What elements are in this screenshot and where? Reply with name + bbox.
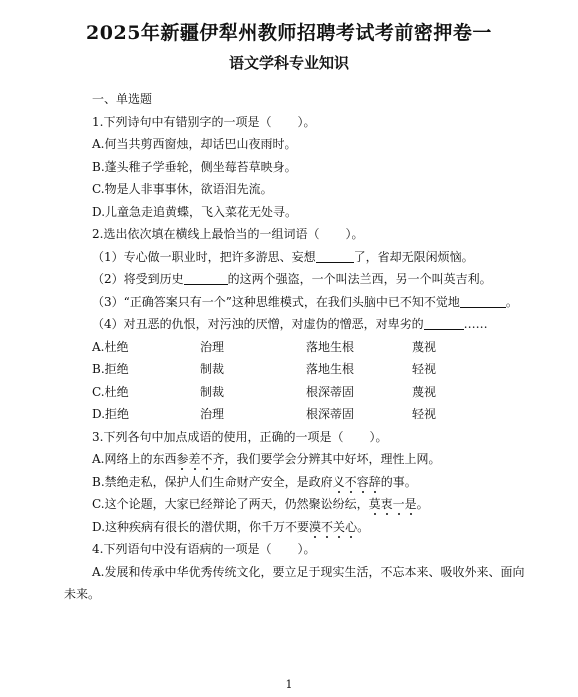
answer-blank bbox=[424, 315, 464, 330]
emphasis-char: 衷 bbox=[380, 497, 393, 511]
section-heading: 一、单选题 bbox=[92, 92, 153, 106]
emphasis-char: 差 bbox=[188, 452, 201, 466]
q1-option-d: D.儿童急走追黄蝶，飞入菜花无处寻。 bbox=[92, 204, 298, 219]
q2-sentence-4: （4）对丑恶的仇恨，对污浊的厌憎，对虚伪的憎恶，对卑劣的 …… bbox=[92, 317, 488, 331]
q3-option-a: A.网络上的东西参差不齐，我们要学会分辨其中好坏，理性上网。 bbox=[92, 452, 441, 466]
emphasis-char: 不 bbox=[321, 519, 334, 534]
q3-option-d: D.这种疾病有很长的潜伏期，你千万不要漠不关心。 bbox=[92, 519, 370, 534]
dotted-idiom bbox=[176, 452, 224, 466]
q2-option-a: A.杜绝 治理 落地生根 蔑视 bbox=[92, 339, 437, 354]
emphasis-char: 容 bbox=[356, 474, 369, 489]
emphasis-char: 参 bbox=[176, 452, 189, 466]
emphasis-char: 是 bbox=[404, 497, 417, 511]
page-title: 2025年新疆伊犁州教师招聘考试考前密押卷一 bbox=[86, 22, 492, 44]
q1-option-a: A.何当共剪西窗烛，却话巴山夜雨时。 bbox=[92, 137, 297, 151]
answer-blank bbox=[460, 293, 506, 308]
dotted-idiom bbox=[333, 475, 381, 489]
q2-sentence-3: （3）“正确答案只有一个”这种思维模式，在我们头脑中已不知不觉地 。 bbox=[92, 294, 518, 309]
q2-option-d: D.拒绝 治理 根深蒂固 轻视 bbox=[92, 407, 437, 421]
emphasis-char: 心 bbox=[345, 519, 358, 534]
q4-option-a-line-2: 未来。 bbox=[64, 587, 101, 601]
q2-option-c: C.杜绝 制裁 根深蒂固 蔑视 bbox=[92, 384, 437, 399]
dotted-idiom bbox=[309, 520, 357, 534]
emphasis-char: 不 bbox=[344, 474, 357, 489]
question-1-stem: 1.下列诗句中有错别字的一项是（ ）。 bbox=[92, 114, 316, 129]
dotted-idiom bbox=[369, 497, 417, 511]
question-3-stem: 3.下列各句中加点成语的使用，正确的一项是（ ）。 bbox=[92, 429, 388, 444]
question-2-stem: 2.选出依次填在横线上最恰当的一组词语（ ）。 bbox=[92, 227, 364, 241]
answer-blank bbox=[316, 248, 354, 263]
q1-option-b: B.蓬头稚子学垂轮，侧坐莓苔草映身。 bbox=[92, 159, 297, 174]
page-subtitle: 语文学科专业知识 bbox=[228, 54, 349, 72]
q3-option-b: B.禁绝走私，保护人们生命财产安全，是政府义不容辞的事。 bbox=[92, 474, 417, 489]
emphasis-char: 一 bbox=[392, 497, 405, 511]
emphasis-char: 齐 bbox=[212, 452, 225, 466]
q2-sentence-2: （2）将受到历史 的这两个强盗，一个叫法兰西，另一个叫英吉利。 bbox=[92, 272, 492, 286]
emphasis-char: 不 bbox=[200, 452, 213, 466]
page-number: 1 bbox=[285, 678, 293, 691]
q4-option-a-line-1: A.发展和传承中华优秀传统文化，要立足于现实生活，不忘本来、吸收外来、面向 bbox=[92, 564, 525, 579]
emphasis-char: 莫 bbox=[368, 497, 381, 511]
emphasis-char: 辞 bbox=[368, 474, 381, 489]
answer-blank bbox=[184, 270, 228, 285]
q2-option-b: B.拒绝 制裁 落地生根 轻视 bbox=[92, 362, 437, 376]
q1-option-c: C.物是人非事事休，欲语泪先流。 bbox=[92, 182, 273, 196]
emphasis-char: 义 bbox=[332, 474, 345, 489]
q2-sentence-1: （1）专心做一职业时，把许多游思、妄想 了，省却无限闲烦恼。 bbox=[92, 249, 474, 264]
q3-option-c: C.这个论题，大家已经辩论了两天，仍然聚讼纷纭，莫衷一是。 bbox=[92, 497, 429, 511]
question-4-stem: 4.下列语句中没有语病的一项是（ ）。 bbox=[92, 542, 316, 556]
emphasis-char: 漠 bbox=[309, 519, 322, 534]
exam-content bbox=[0, 88, 578, 606]
emphasis-char: 关 bbox=[333, 519, 346, 534]
